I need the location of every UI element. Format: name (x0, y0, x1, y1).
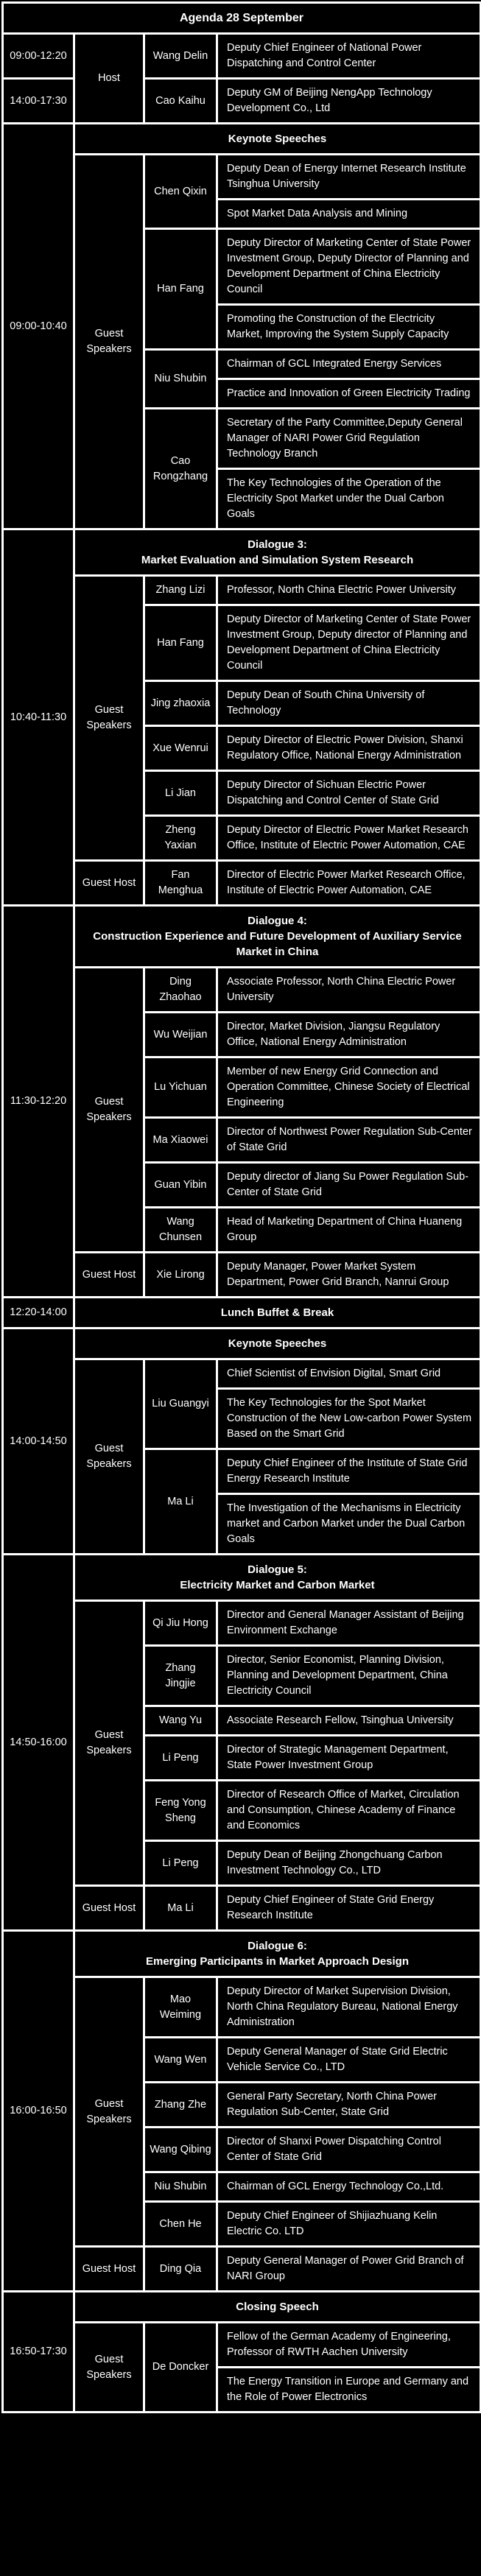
table-row (3, 1359, 481, 1389)
section-title (74, 1555, 481, 1601)
speaker-name: Wang Wen (144, 2038, 217, 2083)
section-title-line: Electricity Market and Carbon Market (180, 1579, 375, 1591)
table-row (3, 968, 481, 1013)
speaker-topic: Promoting the Construction of the Electricity Market, Improving the System Supply Capacity (217, 305, 481, 350)
speaker-description: Director of Electric Power Market Research Office, Institute of Electric Power Automation, CAE (217, 861, 481, 906)
speaker-name: Chen He (144, 2202, 217, 2247)
speaker-name: Ma Xiaowei (144, 1118, 217, 1163)
section-title (74, 1931, 481, 1977)
speaker-description: Deputy director of Jiang Su Power Regulation Sub-Center of State Grid (217, 1163, 481, 1208)
guest-host-row (3, 1886, 481, 1931)
speaker-description: Director, Market Division, Jiangsu Regulatory Office, National Energy Administration (217, 1013, 481, 1058)
role-cell: Guest Speakers (74, 968, 144, 1253)
speaker-description: Secretary of the Party Committee,Deputy General Manager of NARI Power Grid Regulation Technology Branch (217, 409, 481, 469)
guest-host-row (3, 2247, 481, 2292)
section-header-row (3, 2292, 481, 2323)
speaker-topic: The Key Technologies of the Operation of the Electricity Spot Market under the Dual Carbon Goals (217, 469, 481, 529)
guest-host-row (3, 861, 481, 906)
speaker-name: Jing zhaoxia (144, 681, 217, 726)
section-title-line: Dialogue 3: (247, 538, 307, 551)
speaker-name: Guan Yibin (144, 1163, 217, 1208)
speaker-name: Zhang Lizi (144, 576, 217, 605)
section-title (74, 124, 481, 155)
role-cell: Guest Speakers (74, 155, 144, 529)
speaker-topic: Spot Market Data Analysis and Mining (217, 200, 481, 229)
section-header-row (3, 529, 481, 576)
section-title (74, 906, 481, 968)
time-cell: 14:00-17:30 (3, 79, 74, 124)
guest-host-row (3, 1253, 481, 1298)
speaker-description: Director of Strategic Management Department, State Power Investment Group (217, 1736, 481, 1781)
table-row (3, 34, 481, 79)
speaker-name: Wang Chunsen (144, 1208, 217, 1253)
header-row (3, 3, 481, 34)
table-row (3, 2323, 481, 2368)
role-cell: Guest Speakers (74, 576, 144, 861)
speaker-description: Deputy Dean of Energy Internet Research Institute Tsinghua University (217, 155, 481, 200)
agenda-title: Agenda 28 September (3, 3, 481, 34)
speaker-description: Deputy General Manager of Power Grid Branch of NARI Group (217, 2247, 481, 2292)
role-cell: Guest Host (74, 1253, 144, 1298)
speaker-description: Deputy Chief Engineer of Shijiazhuang Kelin Electric Co. LTD (217, 2202, 481, 2247)
speaker-description: Chairman of GCL Integrated Energy Services (217, 350, 481, 379)
speaker-description: Director of Northwest Power Regulation Sub-Center of State Grid (217, 1118, 481, 1163)
speaker-name: Han Fang (144, 229, 217, 350)
time-cell: 09:00-10:40 (3, 124, 74, 529)
speaker-description: Associate Professor, North China Electric Power University (217, 968, 481, 1013)
role-cell: Guest Speakers (74, 2323, 144, 2413)
speaker-name: Mao Weiming (144, 1977, 217, 2038)
role-cell: Guest Host (74, 1886, 144, 1931)
time-cell: 12:20-14:00 (3, 1298, 74, 1329)
speaker-name: Ma Li (144, 1886, 217, 1931)
time-cell: 14:50-16:00 (3, 1555, 74, 1931)
speaker-name: Zhang Jingjie (144, 1646, 217, 1706)
speaker-description: Fellow of the German Academy of Engineering, Professor of RWTH Aachen University (217, 2323, 481, 2368)
speaker-description: Deputy Director of Market Supervision Division, North China Regulatory Bureau, National Energy Administration (217, 1977, 481, 2038)
speaker-topic: The Investigation of the Mechanisms in Electricity market and Carbon Market under the Dual Carbon Goals (217, 1494, 481, 1555)
role-cell: Guest Host (74, 861, 144, 906)
section-header-row (3, 1329, 481, 1359)
speaker-description: Chairman of GCL Energy Technology Co.,Ltd. (217, 2172, 481, 2202)
role-cell: Host (74, 34, 144, 124)
section-title-line: Emerging Participants in Market Approach Design (145, 1955, 410, 1968)
speaker-name: Feng Yong Sheng (144, 1781, 217, 1841)
time-cell: 11:30-12:20 (3, 906, 74, 1298)
speaker-name: Wang Yu (144, 1706, 217, 1736)
speaker-description: Chief Scientist of Envision Digital, Smart Grid (217, 1359, 481, 1389)
speaker-name: Wang Qibing (144, 2128, 217, 2172)
speaker-description: Director of Research Office of Market, Circulation and Consumption, Chinese Academy of Finance and Economics (217, 1781, 481, 1841)
role-cell: Guest Speakers (74, 1359, 144, 1555)
section-title-line: Dialogue 5: (247, 1563, 307, 1576)
speaker-description: Deputy GM of Beijing NengApp Technology Development Co., Ltd (217, 79, 481, 124)
speaker-description: Member of new Energy Grid Connection and Operation Committee, Chinese Society of Electrical Engineering (217, 1058, 481, 1118)
section-title-line: Closing Speech (236, 2301, 319, 2313)
speaker-name: De Doncker (144, 2323, 217, 2413)
section-title (74, 1298, 481, 1329)
speaker-name: Ding Zhaohao (144, 968, 217, 1013)
agenda-table (1, 1, 481, 2413)
speaker-description: Deputy Chief Engineer of the Institute of State Grid Energy Research Institute (217, 1449, 481, 1494)
table-row (3, 576, 481, 605)
section-header-row (3, 1931, 481, 1977)
speaker-name: Wu Weijian (144, 1013, 217, 1058)
speaker-name: Xie Lirong (144, 1253, 217, 1298)
speaker-description: Deputy Manager, Power Market System Department, Power Grid Branch, Nanrui Group (217, 1253, 481, 1298)
section-header-row (3, 906, 481, 968)
role-cell: Guest Host (74, 2247, 144, 2292)
speaker-description: Deputy Director of Electric Power Market Research Office, Institute of Electric Power Automation, CAE (217, 816, 481, 861)
speaker-description: Director and General Manager Assistant of Beijing Environment Exchange (217, 1601, 481, 1646)
speaker-description: Deputy Director of Marketing Center of State Power Investment Group, Deputy Director of Planning and Development Department of China Electricity Council (217, 229, 481, 305)
speaker-name: Li Peng (144, 1841, 217, 1886)
speaker-description: Head of Marketing Department of China Huaneng Group (217, 1208, 481, 1253)
speaker-description: Associate Research Fellow, Tsinghua University (217, 1706, 481, 1736)
speaker-name: Lu Yichuan (144, 1058, 217, 1118)
speaker-name: Xue Wenrui (144, 726, 217, 771)
section-header-row (3, 1555, 481, 1601)
role-cell: Guest Speakers (74, 1977, 144, 2247)
speaker-name: Ma Li (144, 1449, 217, 1555)
speaker-description: Deputy Chief Engineer of State Grid Energy Research Institute (217, 1886, 481, 1931)
speaker-description: Deputy Dean of Beijing Zhongchuang Carbon Investment Technology Co., LTD (217, 1841, 481, 1886)
speaker-name: Niu Shubin (144, 2172, 217, 2202)
speaker-name: Zheng Yaxian (144, 816, 217, 861)
speaker-description: Deputy Chief Engineer of National Power Dispatching and Control Center (217, 34, 481, 79)
time-cell: 10:40-11:30 (3, 529, 74, 906)
table-row (3, 1977, 481, 2038)
speaker-description: Deputy Director of Sichuan Electric Power Dispatching and Control Center of State Grid (217, 771, 481, 816)
time-cell: 09:00-12:20 (3, 34, 74, 79)
section-title-line: Dialogue 4: (247, 915, 307, 927)
section-title-line: Construction Experience and Future Development of Auxiliary Service Market in China (93, 930, 462, 958)
speaker-name: Li Peng (144, 1736, 217, 1781)
lunch-row (3, 1298, 481, 1329)
speaker-name: Zhang Zhe (144, 2083, 217, 2128)
speaker-name: Niu Shubin (144, 350, 217, 409)
time-cell: 14:00-14:50 (3, 1329, 74, 1555)
section-title-line: Lunch Buffet & Break (220, 1306, 334, 1319)
speaker-description: General Party Secretary, North China Power Regulation Sub-Center, State Grid (217, 2083, 481, 2128)
speaker-topic: The Key Technologies for the Spot Market Construction of the New Low-carbon Power System Based on the Smart Grid (217, 1389, 481, 1449)
table-row (3, 1601, 481, 1646)
section-title (74, 529, 481, 576)
speaker-description: Deputy General Manager of State Grid Electric Vehicle Service Co., LTD (217, 2038, 481, 2083)
speaker-topic: The Energy Transition in Europe and Germany and the Role of Power Electronics (217, 2368, 481, 2413)
speaker-name: Qi Jiu Hong (144, 1601, 217, 1646)
speaker-name: Cao Rongzhang (144, 409, 217, 529)
speaker-description: Director, Senior Economist, Planning Division, Planning and Development Department, China Electricity Council (217, 1646, 481, 1706)
speaker-name: Li Jian (144, 771, 217, 816)
section-title-line: Keynote Speeches (228, 133, 327, 145)
speaker-description: Deputy Director of Marketing Center of State Power Investment Group, Deputy director of Planning and Development Department of China Electricity Council (217, 605, 481, 681)
speaker-name: Han Fang (144, 605, 217, 681)
speaker-name: Fan Menghua (144, 861, 217, 906)
speaker-name: Chen Qixin (144, 155, 217, 229)
speaker-name: Liu Guangyi (144, 1359, 217, 1449)
speaker-name: Cao Kaihu (144, 79, 217, 124)
time-cell: 16:50-17:30 (3, 2292, 74, 2413)
role-cell: Guest Speakers (74, 1601, 144, 1886)
section-title-line: Keynote Speeches (228, 1337, 327, 1350)
speaker-description: Professor, North China Electric Power University (217, 576, 481, 605)
speaker-name: Ding Qia (144, 2247, 217, 2292)
section-title-line: Market Evaluation and Simulation System Research (141, 554, 414, 566)
table-row (3, 155, 481, 200)
section-title-line: Dialogue 6: (247, 1940, 307, 1952)
speaker-topic: Practice and Innovation of Green Electricity Trading (217, 379, 481, 409)
speaker-description: Director of Shanxi Power Dispatching Control Center of State Grid (217, 2128, 481, 2172)
section-title (74, 2292, 481, 2323)
section-title (74, 1329, 481, 1359)
speaker-description: Deputy Dean of South China University of Technology (217, 681, 481, 726)
time-cell: 16:00-16:50 (3, 1931, 74, 2292)
section-header-row (3, 124, 481, 155)
speaker-name: Wang Delin (144, 34, 217, 79)
speaker-description: Deputy Director of Electric Power Division, Shanxi Regulatory Office, National Energy Administration (217, 726, 481, 771)
